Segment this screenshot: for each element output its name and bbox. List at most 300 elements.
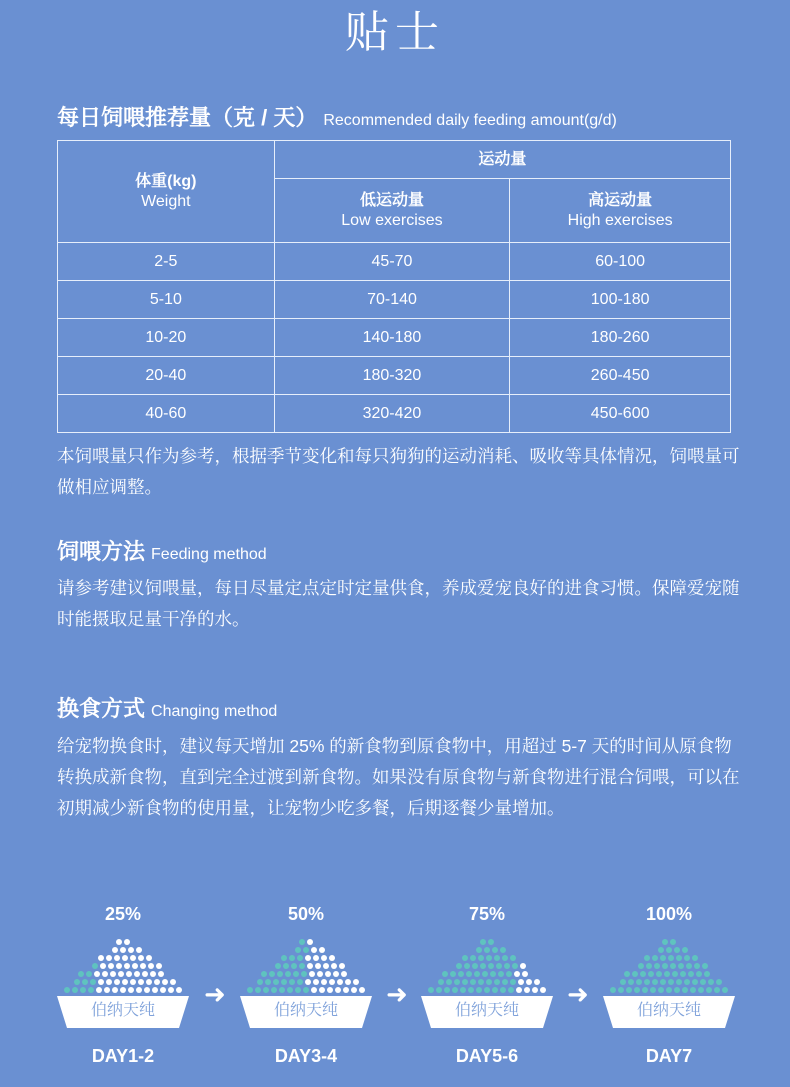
old-food-kibble (118, 971, 124, 977)
step-day: DAY5-6 (455, 1046, 519, 1066)
new-food-kibble (664, 971, 670, 977)
old-food-kibble (98, 955, 104, 961)
new-food-kibble (654, 963, 660, 969)
step-day: DAY7 (645, 1046, 693, 1066)
low-cell: 320-420 (274, 395, 510, 433)
new-food-kibble (281, 979, 287, 985)
new-food-kibble (714, 987, 720, 993)
new-food-kibble (620, 979, 626, 985)
weight-header-en: Weight (141, 192, 191, 210)
new-food-kibble (672, 971, 678, 977)
new-food-kibble (470, 955, 476, 961)
new-food-kibble (636, 979, 642, 985)
old-food-kibble (156, 963, 162, 969)
new-food-kibble (640, 971, 646, 977)
old-food-kibble (112, 987, 118, 993)
high-cell: 180-260 (510, 319, 731, 357)
new-food-kibble (468, 987, 474, 993)
new-food-kibble (470, 979, 476, 985)
new-food-kibble (510, 955, 516, 961)
old-food-kibble (108, 963, 114, 969)
transition-step (236, 900, 376, 1028)
step-day: DAY3-4 (274, 1046, 338, 1066)
new-food-kibble (648, 971, 654, 977)
new-food-kibble (674, 947, 680, 953)
old-food-kibble (144, 987, 150, 993)
changing-method-text: 给宠物换食时，建议每天增加 25% 的新食物到原食物中，用超过 5-7 天的时间从原食物转换成新食物，直到完全过渡到新食物。如果没有原食物与新食物进行混合饲喂，可以在初期减少新食物的使用量，让宠物少吃多餐，后期逐餐少量增加。 (57, 736, 740, 818)
old-food-kibble (176, 987, 182, 993)
new-food-kibble (682, 947, 688, 953)
old-food-kibble (327, 987, 333, 993)
new-food-kibble (74, 979, 80, 985)
right-arrow-icon: ➜ (386, 979, 408, 1009)
old-food-kibble (114, 979, 120, 985)
new-food-kibble (666, 947, 672, 953)
new-food-kibble (496, 963, 502, 969)
old-food-kibble (146, 979, 152, 985)
new-food-kibble (690, 987, 696, 993)
old-food-kibble (150, 971, 156, 977)
new-food-kibble (486, 955, 492, 961)
new-food-kibble (650, 987, 656, 993)
new-food-kibble (257, 979, 263, 985)
step-day: DAY1-2 (91, 1046, 155, 1066)
new-food-kibble (261, 971, 267, 977)
new-food-kibble (708, 979, 714, 985)
feeding-method-heading-zh: 饲喂方法 (57, 539, 146, 564)
feeding-method-heading-en: Feeding method (151, 546, 267, 563)
old-food-kibble (160, 987, 166, 993)
new-food-kibble (696, 971, 702, 977)
old-food-kibble (162, 979, 168, 985)
old-food-kibble (514, 971, 520, 977)
changing-method-heading (57, 692, 277, 723)
new-food-kibble (474, 971, 480, 977)
new-food-kibble (452, 987, 458, 993)
old-food-kibble (122, 955, 128, 961)
exercise-header (274, 141, 730, 179)
transition-step (53, 900, 193, 1028)
new-food-kibble (684, 979, 690, 985)
new-food-kibble (502, 955, 508, 961)
new-food-kibble (684, 955, 690, 961)
old-food-kibble (305, 979, 311, 985)
new-food-kibble (90, 979, 96, 985)
new-food-kibble (82, 979, 88, 985)
new-food-kibble (660, 979, 666, 985)
new-food-kibble (692, 955, 698, 961)
old-food-kibble (120, 947, 126, 953)
new-food-kibble (279, 987, 285, 993)
old-food-kibble (540, 987, 546, 993)
low-cell: 140-180 (274, 319, 510, 357)
new-food-kibble (698, 987, 704, 993)
new-food-kibble (285, 971, 291, 977)
new-food-kibble (92, 963, 98, 969)
old-food-kibble (343, 987, 349, 993)
changing-method-heading-zh: 换食方式 (57, 696, 146, 721)
new-food-kibble (299, 939, 305, 945)
new-food-kibble (512, 963, 518, 969)
new-food-kibble (632, 971, 638, 977)
new-food-kibble (476, 947, 482, 953)
weight-cell: 2-5 (58, 243, 275, 281)
new-food-kibble (484, 947, 490, 953)
new-food-kibble (652, 979, 658, 985)
new-food-kibble (269, 971, 275, 977)
new-food-kibble (494, 979, 500, 985)
old-food-kibble (130, 955, 136, 961)
old-food-kibble (307, 963, 313, 969)
new-food-kibble (480, 963, 486, 969)
new-food-kibble (295, 947, 301, 953)
new-food-kibble (281, 955, 287, 961)
old-food-kibble (309, 971, 315, 977)
high-exercise-header-en: High exercises (567, 211, 673, 229)
new-food-kibble (682, 987, 688, 993)
old-food-kibble (148, 963, 154, 969)
old-food-kibble (351, 987, 357, 993)
new-food-kibble (652, 955, 658, 961)
new-food-kibble (686, 963, 692, 969)
new-food-kibble (273, 979, 279, 985)
old-food-kibble (146, 955, 152, 961)
new-food-kibble (674, 987, 680, 993)
new-food-kibble (644, 979, 650, 985)
feeding-note: 本饲喂量只作为参考，根据季节变化和每只狗狗的运动消耗、吸收等具体情况，饲喂量可做相应调整。 (57, 446, 740, 497)
new-food-kibble (293, 971, 299, 977)
old-food-kibble (154, 979, 160, 985)
weight-header (58, 141, 275, 243)
table-row (58, 281, 731, 319)
old-food-kibble (359, 987, 365, 993)
old-food-kibble (329, 955, 335, 961)
new-food-kibble (303, 947, 309, 953)
new-food-kibble (289, 955, 295, 961)
weight-cell: 40-60 (58, 395, 275, 433)
feeding-method-heading (57, 535, 267, 566)
old-food-kibble (329, 979, 335, 985)
new-food-kibble (484, 987, 490, 993)
new-food-kibble (291, 963, 297, 969)
step-percent: 100% (645, 904, 693, 924)
new-food-kibble (610, 987, 616, 993)
old-food-kibble (317, 971, 323, 977)
new-food-kibble (456, 963, 462, 969)
old-food-kibble (140, 963, 146, 969)
new-food-kibble (460, 987, 466, 993)
old-food-kibble (112, 947, 118, 953)
old-food-kibble (321, 979, 327, 985)
new-food-kibble (64, 987, 70, 993)
old-food-kibble (321, 955, 327, 961)
new-food-kibble (510, 979, 516, 985)
new-food-kibble (506, 971, 512, 977)
high-exercise-header (510, 179, 731, 243)
old-food-kibble (136, 947, 142, 953)
new-food-kibble (478, 979, 484, 985)
new-food-kibble (488, 963, 494, 969)
new-food-kibble (658, 987, 664, 993)
old-food-kibble (516, 987, 522, 993)
new-food-kibble (494, 955, 500, 961)
feeding-amount-heading-zh: 每日饲喂推荐量（克 / 天） (57, 105, 318, 130)
old-food-kibble (106, 955, 112, 961)
new-food-kibble (462, 955, 468, 961)
high-cell: 260-450 (510, 357, 731, 395)
bowl-label: 伯纳天纯 (90, 1002, 155, 1019)
old-food-kibble (534, 979, 540, 985)
new-food-kibble (624, 971, 630, 977)
changing-method-heading-en: Changing method (151, 703, 278, 720)
new-food-kibble (86, 971, 92, 977)
old-food-kibble (138, 979, 144, 985)
new-food-kibble (626, 987, 632, 993)
feeding-amount-heading (57, 101, 617, 132)
new-food-kibble (646, 963, 652, 969)
new-food-kibble (644, 955, 650, 961)
new-food-kibble (660, 955, 666, 961)
new-food-kibble (466, 971, 472, 977)
new-food-kibble (464, 963, 470, 969)
new-food-kibble (275, 963, 281, 969)
old-food-kibble (305, 955, 311, 961)
old-food-kibble (333, 971, 339, 977)
old-food-kibble (518, 979, 524, 985)
old-food-kibble (158, 971, 164, 977)
old-food-kibble (124, 939, 130, 945)
old-food-kibble (323, 963, 329, 969)
new-food-kibble (688, 971, 694, 977)
old-food-kibble (319, 987, 325, 993)
old-food-kibble (98, 979, 104, 985)
old-food-kibble (100, 963, 106, 969)
new-food-kibble (502, 979, 508, 985)
new-food-kibble (722, 987, 728, 993)
new-food-kibble (476, 987, 482, 993)
low-cell: 45-70 (274, 243, 510, 281)
old-food-kibble (325, 971, 331, 977)
new-food-kibble (706, 987, 712, 993)
bowl-label: 伯纳天纯 (636, 1002, 701, 1019)
new-food-kibble (658, 947, 664, 953)
new-food-kibble (508, 987, 514, 993)
new-food-kibble (700, 979, 706, 985)
new-food-kibble (482, 971, 488, 977)
new-food-kibble (295, 987, 301, 993)
new-food-kibble (656, 971, 662, 977)
old-food-kibble (122, 979, 128, 985)
new-food-kibble (480, 939, 486, 945)
step-percent: 50% (287, 904, 325, 924)
old-food-kibble (526, 979, 532, 985)
old-food-kibble (126, 971, 132, 977)
old-food-kibble (313, 979, 319, 985)
old-food-kibble (168, 987, 174, 993)
old-food-kibble (353, 979, 359, 985)
new-food-kibble (277, 971, 283, 977)
old-food-kibble (124, 963, 130, 969)
old-food-kibble (170, 979, 176, 985)
old-food-kibble (341, 971, 347, 977)
new-food-kibble (299, 963, 305, 969)
old-food-kibble (532, 987, 538, 993)
new-food-kibble (676, 955, 682, 961)
new-food-kibble (704, 971, 710, 977)
old-food-kibble (110, 971, 116, 977)
new-food-kibble (670, 963, 676, 969)
old-food-kibble (106, 979, 112, 985)
right-arrow-icon: ➜ (204, 979, 226, 1009)
new-food-kibble (498, 971, 504, 977)
new-food-kibble (662, 939, 668, 945)
old-food-kibble (94, 971, 100, 977)
new-food-kibble (668, 955, 674, 961)
new-food-kibble (500, 987, 506, 993)
new-food-kibble (72, 987, 78, 993)
new-food-kibble (716, 979, 722, 985)
weight-cell: 5-10 (58, 281, 275, 319)
old-food-kibble (104, 987, 110, 993)
old-food-kibble (313, 955, 319, 961)
new-food-kibble (472, 963, 478, 969)
new-food-kibble (618, 987, 624, 993)
old-food-kibble (152, 987, 158, 993)
old-food-kibble (337, 979, 343, 985)
transition-step (599, 900, 739, 1028)
new-food-kibble (247, 987, 253, 993)
new-food-kibble (492, 947, 498, 953)
new-food-kibble (80, 987, 86, 993)
old-food-kibble (319, 947, 325, 953)
step-percent: 25% (104, 904, 142, 924)
table-row (58, 243, 731, 281)
old-food-kibble (136, 987, 142, 993)
old-food-kibble (102, 971, 108, 977)
high-exercise-header-zh: 高运动量 (588, 191, 653, 209)
old-food-kibble (311, 947, 317, 953)
new-food-kibble (438, 979, 444, 985)
weight-cell: 20-40 (58, 357, 275, 395)
high-cell: 100-180 (510, 281, 731, 319)
new-food-kibble (78, 971, 84, 977)
exercise-header-zh: 运动量 (478, 150, 527, 168)
new-food-kibble (638, 963, 644, 969)
old-food-kibble (315, 963, 321, 969)
old-food-kibble (522, 971, 528, 977)
old-food-kibble (96, 987, 102, 993)
new-food-kibble (462, 979, 468, 985)
page-title: 贴士 (345, 7, 445, 58)
bowl-label: 伯纳天纯 (273, 1002, 338, 1019)
new-food-kibble (694, 963, 700, 969)
new-food-kibble (692, 979, 698, 985)
new-food-kibble (428, 987, 434, 993)
old-food-kibble (132, 963, 138, 969)
new-food-kibble (297, 979, 303, 985)
new-food-kibble (287, 987, 293, 993)
weight-header-zh: 体重(kg) (135, 172, 197, 190)
old-food-kibble (345, 979, 351, 985)
old-food-kibble (116, 939, 122, 945)
high-cell: 450-600 (510, 395, 731, 433)
new-food-kibble (634, 987, 640, 993)
old-food-kibble (120, 987, 126, 993)
old-food-kibble (339, 963, 345, 969)
new-food-kibble (301, 971, 307, 977)
new-food-kibble (444, 987, 450, 993)
feeding-method-text: 请参考建议饲喂量，每日尽量定点定时定量供食，养成爱宠良好的进食习惯。保障爱宠随时能摄取足量干净的水。 (57, 578, 740, 629)
old-food-kibble (138, 955, 144, 961)
old-food-kibble (128, 947, 134, 953)
feeding-table (57, 140, 731, 433)
new-food-kibble (458, 971, 464, 977)
new-food-kibble (436, 987, 442, 993)
weight-cell: 10-20 (58, 319, 275, 357)
new-food-kibble (678, 963, 684, 969)
high-cell: 60-100 (510, 243, 731, 281)
new-food-kibble (265, 979, 271, 985)
low-cell: 180-320 (274, 357, 510, 395)
low-exercise-header-zh: 低运动量 (359, 191, 424, 209)
new-food-kibble (668, 979, 674, 985)
old-food-kibble (307, 939, 313, 945)
new-food-kibble (297, 955, 303, 961)
new-food-kibble (662, 963, 668, 969)
old-food-kibble (142, 971, 148, 977)
feeding-amount-heading-en: Recommended daily feeding amount(g/d) (323, 112, 617, 129)
old-food-kibble (128, 987, 134, 993)
old-food-kibble (116, 963, 122, 969)
new-food-kibble (628, 979, 634, 985)
old-food-kibble (114, 955, 120, 961)
step-percent: 75% (468, 904, 506, 924)
new-food-kibble (666, 987, 672, 993)
table-row (58, 395, 731, 433)
table-row (58, 319, 731, 357)
new-food-kibble (478, 955, 484, 961)
new-food-kibble (642, 987, 648, 993)
new-food-kibble (283, 963, 289, 969)
old-food-kibble (331, 963, 337, 969)
old-food-kibble (520, 963, 526, 969)
new-food-kibble (446, 979, 452, 985)
right-arrow-icon: ➜ (567, 979, 589, 1009)
transition-step (417, 900, 557, 1028)
new-food-kibble (492, 987, 498, 993)
new-food-kibble (88, 987, 94, 993)
new-food-kibble (263, 987, 269, 993)
new-food-kibble (442, 971, 448, 977)
new-food-kibble (450, 971, 456, 977)
new-food-kibble (490, 971, 496, 977)
new-food-kibble (488, 939, 494, 945)
new-food-kibble (504, 963, 510, 969)
new-food-kibble (702, 963, 708, 969)
new-food-kibble (680, 971, 686, 977)
low-cell: 70-140 (274, 281, 510, 319)
low-exercise-header (274, 179, 510, 243)
new-food-kibble (500, 947, 506, 953)
old-food-kibble (134, 971, 140, 977)
new-food-kibble (670, 939, 676, 945)
new-food-kibble (486, 979, 492, 985)
new-food-kibble (255, 987, 261, 993)
new-food-kibble (271, 987, 277, 993)
new-food-kibble (289, 979, 295, 985)
bowl-label: 伯纳天纯 (454, 1002, 519, 1019)
old-food-kibble (335, 987, 341, 993)
